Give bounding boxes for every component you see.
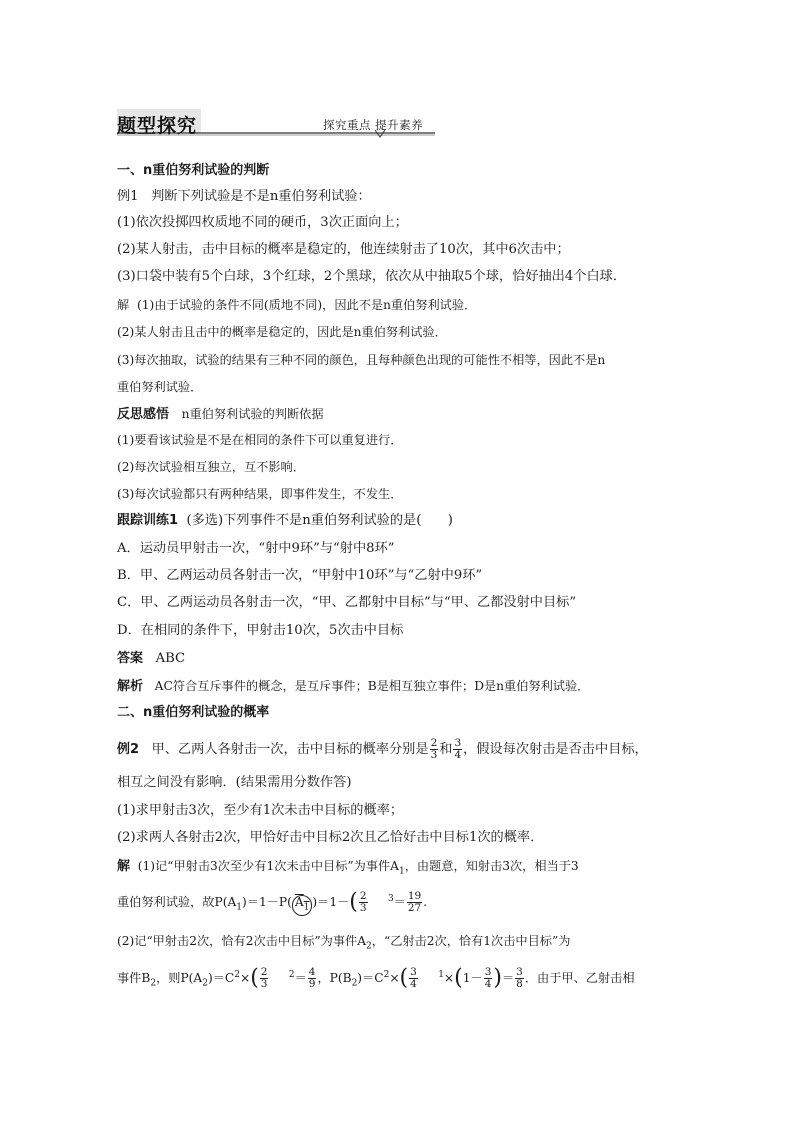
sol1-text-b: ，由题意，知射击3次，相当于3 (404, 859, 579, 873)
solution2-line-2 (117, 890, 427, 917)
example2-and: 和 (439, 742, 453, 757)
close-paren: ) (493, 965, 502, 991)
example1-prompt (117, 188, 371, 206)
sol2-eq2: ＝ (501, 971, 515, 986)
complement-sub: 1 (303, 902, 310, 913)
frac-den: 3 (430, 749, 438, 761)
solution1-text-1: (1)由于试验的条件不同(质地不同)，因此不是n重伯努利试验． (136, 298, 477, 312)
fraction-sol2-result-b (515, 967, 524, 990)
frac-num: 3 (454, 737, 462, 749)
solution1-line-3: (3)每次抽取，试验的结果有三种不同的颜色，且每种颜色出现的可能性不相等，因此不是n (117, 353, 606, 367)
frac-num: 2 (430, 737, 438, 749)
practice1-text: (多选)下列事件不是n重伯努利试验的是( ) (186, 513, 453, 528)
frac-num: 2 (359, 890, 367, 903)
practice1-prompt (117, 512, 453, 530)
solution2-line-1 (117, 857, 579, 880)
frac-den: 4 (484, 978, 492, 991)
example2-text-b: ，假设每次射击是否击中目标， (463, 742, 648, 757)
sol2-combination-b: )＝C (357, 971, 384, 986)
solution2-label: 解 (117, 859, 131, 874)
complement-letter: A (294, 895, 304, 910)
frac-num: 3 (484, 966, 492, 979)
frac-den: 27 (407, 902, 422, 915)
sol2-comb-sup-b: 2 (383, 970, 390, 980)
sol2-sub-a2: 2 (202, 978, 208, 989)
solution1-line-1 (117, 296, 476, 314)
sol1-line2-a: 重伯努利试验，故P(A (117, 895, 237, 910)
fraction-sol1-base (359, 891, 368, 914)
analysis-line (117, 677, 589, 696)
sol2-sub-b: 2 (150, 978, 157, 989)
sol2-times-a: × (239, 971, 251, 986)
frac-num: 4 (308, 966, 316, 979)
sol2-eq1: ＝ (294, 971, 307, 986)
option-b: B．甲、乙两运动员各射击一次，“甲射中10环”与“乙射中9环” (117, 568, 483, 583)
frac-den: 4 (454, 749, 462, 761)
frac-num: 2 (260, 966, 268, 979)
open-paren: ( (454, 965, 463, 991)
solution1-label: 解 (117, 298, 130, 312)
sol1-sub: 1 (399, 866, 405, 877)
fraction-three-quarters (453, 738, 462, 761)
section-banner (117, 108, 435, 138)
fraction-sol2-minus (484, 967, 493, 990)
example2-line-1 (117, 738, 648, 761)
answer-value: ABC (155, 651, 186, 666)
frac-num: 19 (407, 890, 422, 903)
option-a: A．运动员甲射击一次，“射中9环”与“射中8环” (117, 541, 395, 556)
frac-den: 8 (516, 978, 523, 991)
option-d: D．在相同的条件下，甲射击10次，5次击中目标 (117, 623, 404, 638)
reflection-header (117, 405, 324, 424)
section1-heading: 一、n重伯努利试验的判断 (117, 163, 270, 178)
reflection-title: 反思感悟 (117, 407, 170, 422)
frac-den: 3 (260, 978, 268, 991)
sol2-sub-b2: 2 (351, 978, 358, 989)
example2-line-2: 相互之间没有影响．(结果需用分数作答) (117, 775, 352, 790)
complement-event (292, 895, 313, 915)
example1-label: 例1 (117, 189, 139, 204)
reflection-line-2: (2)每次试验相互独立，互不影响． (117, 460, 305, 474)
open-paren: ( (349, 889, 358, 915)
fraction-two-thirds (430, 738, 439, 761)
fraction-sol2-result-a (308, 967, 317, 990)
open-paren: ( (399, 965, 409, 991)
solution1-line-4: 重伯努利试验． (117, 380, 203, 394)
example2-q1: (1)求甲射击3次，至少有1次未击中目标的概率； (117, 803, 404, 818)
example1-item-1: (1)依次投掷四枚质地不同的硬币，3次正面向上； (117, 215, 408, 230)
banner-subtitle: 探究重点 提升素养 (323, 118, 424, 132)
reflection-line-3: (3)每次试验都只有两种结果，即事件发生，不发生． (117, 487, 403, 501)
sol2-line1-b: ，“乙射击2次，恰有1次击中目标”为 (371, 934, 571, 948)
reflection-line-1: (1)要看该试验是不是在相同的条件下可以重复进行． (117, 433, 403, 447)
example1-text: 判断下列试验是不是n重伯努利试验： (151, 189, 371, 204)
frac-den: 4 (410, 978, 417, 991)
sol2-line2-a: 事件B (117, 971, 151, 986)
sol2-combination-a: )＝C (207, 971, 235, 986)
practice1-label: 跟踪训练1 (117, 513, 179, 528)
example1-item-3: (3)口袋中装有5个白球，3个红球，2个黑球，依次从中抽取5个球，恰好抽出4个白球． (117, 269, 627, 284)
sol1-line2-d: )＝1－ (312, 895, 350, 910)
sol2-exp-b: 1 (438, 970, 444, 980)
solution1-line-2: (2)某人射击且击中的概率是稳定的，因此是n重伯努利试验． (117, 325, 447, 339)
section2-heading: 二、n重伯努利试验的概率 (117, 705, 270, 720)
example2-q2: (2)求两人各射击2次，甲恰好击中目标2次且乙恰好击中目标1次的概率． (117, 830, 544, 845)
analysis-label: 解析 (117, 679, 144, 694)
example1-item-2: (2)某人射击，击中目标的概率是稳定的，他连续射击了10次，其中6次击中； (117, 242, 570, 257)
example2-label: 例2 (117, 742, 140, 757)
frac-num: 3 (410, 966, 417, 979)
answer-label: 答案 (117, 651, 144, 666)
analysis-text: AC符合互斥事件的概念，是互斥事件；B是相互独立事件；D是n重伯努利试验． (154, 679, 590, 693)
frac-num: 3 (516, 966, 523, 979)
sol1-exponent: 3 (387, 894, 394, 904)
sol2-line1-a: (2)记“甲射击2次，恰有2次击中目标”为事件A (117, 934, 367, 948)
sol2-comb-sup-a: 2 (234, 970, 240, 980)
sol2-line2-e: ，P(B (317, 971, 352, 986)
answer-line (117, 650, 185, 668)
sol2-times-b: × (389, 971, 400, 986)
sol1-line2-sub: 1 (236, 902, 242, 913)
sol1-line2-b: )＝1－P( (242, 895, 292, 910)
frac-den: 3 (359, 902, 367, 915)
solution2-line-4 (117, 966, 635, 993)
sol1-end: . (423, 895, 428, 910)
sol1-text-a: (1)记“甲射击3次至少有1次未击中目标”为事件A (137, 859, 399, 873)
banner-title: 题型探究 (117, 115, 198, 137)
sol2-tail: ．由于甲、乙射击相 (524, 971, 635, 986)
fraction-sol2-base-b (409, 967, 418, 990)
open-paren: ( (250, 965, 259, 991)
example2-text-a: 甲、乙两人各射击一次，击中目标的概率分别是 (151, 742, 429, 757)
sol2-one-minus: 1－ (462, 971, 483, 986)
fraction-sol1-result (407, 891, 422, 914)
sol1-eq: ＝ (393, 895, 406, 910)
frac-den: 9 (308, 978, 316, 991)
reflection-topic: n重伯努利试验的判断依据 (181, 407, 324, 421)
sol2-sub: 2 (366, 941, 372, 952)
sol2-exp-a: 2 (288, 970, 295, 980)
fraction-sol2-base-a (260, 967, 269, 990)
solution2-line-3 (117, 932, 570, 955)
option-c: C．甲、乙两运动员各射击一次，“甲、乙都射中目标”与“甲、乙都没射中目标” (117, 595, 577, 610)
sol2-times-c: × (443, 971, 455, 986)
sol2-line2-b: ，则P(A (156, 971, 203, 986)
